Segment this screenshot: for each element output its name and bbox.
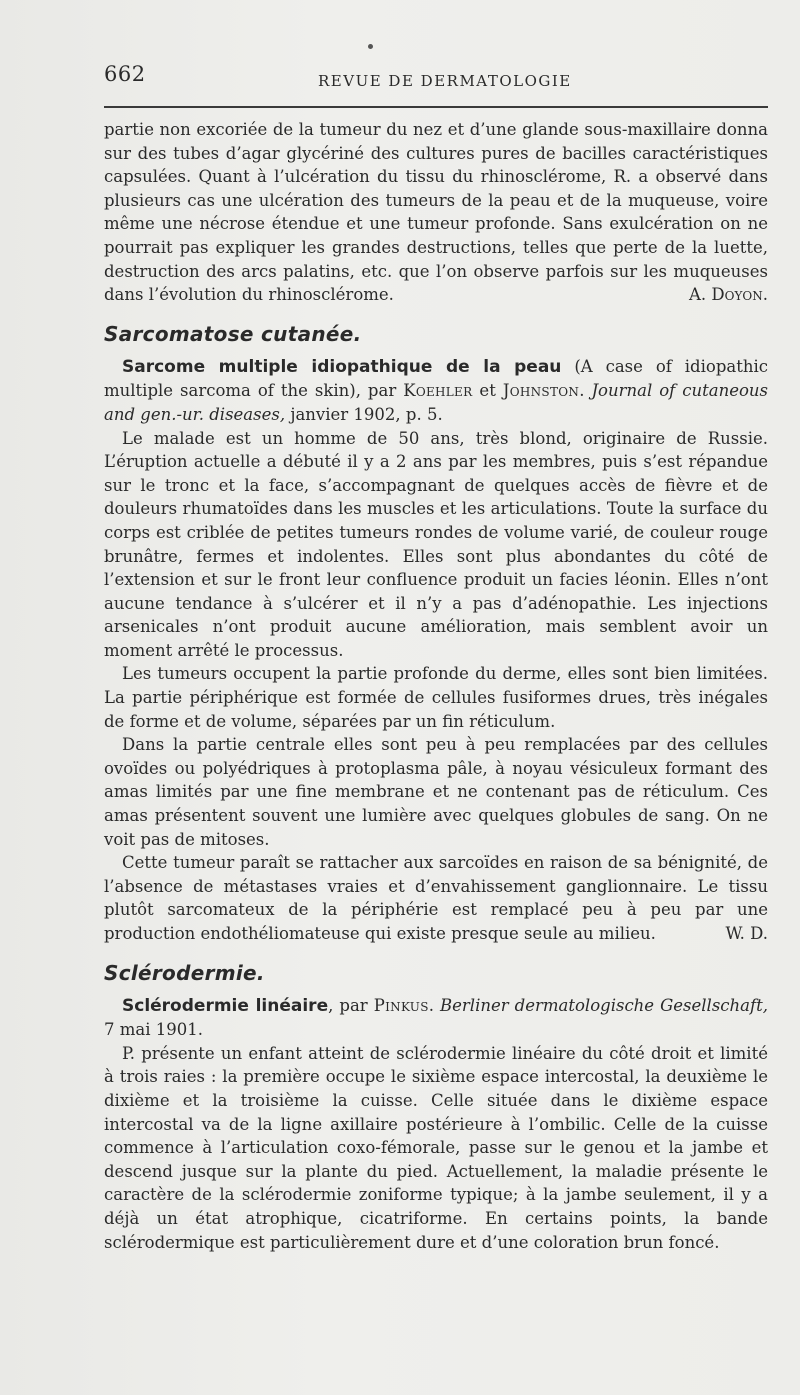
- article-reference-sarcome: [104, 355, 768, 427]
- body-paragraph: Les tumeurs occupent la partie profonde du derme, elles sont bien limitées. La partie périphérique est formée de cellules fusiformes drues, très inégales de forme et de volume, séparées par un fin réticulum.: [104, 664, 768, 731]
- page-header: [104, 62, 770, 98]
- article-title: Sarcome multiple idiopathique de la peau: [122, 356, 562, 377]
- body-paragraph-text: Cette tumeur paraît se rattacher aux sarcoïdes en raison de sa bénignité, de l’absence de métastases vraies et d’envahissement ganglionnaire. Le tissu plutôt sarcomateux de la périphérie est remplacé peu à peu par une production endothéliomateuse qui existe presque seule au milieu.: [104, 853, 768, 943]
- separator: .: [428, 995, 441, 1015]
- ink-speck: [368, 44, 373, 49]
- article-ref-text: (A case of idiopathic multiple sarcoma of the skin), par: [104, 356, 768, 401]
- intro-signature: A. Doyon.: [689, 285, 768, 305]
- journal-name: Berliner dermatologische Gesellschaft,: [440, 995, 768, 1015]
- conjunction: et: [472, 381, 503, 401]
- body-paragraph: P. présente un enfant atteint de sclérodermie linéaire du côté droit et limité à trois raies : la première occupe le sixième espace intercostal, la deuxième le dixième et la troisième la cuisse. Celle située dans le dixième espace intercostal va de la ligne axillaire postérieure à l’ombilic. Celle de la cuisse commence à l’articulation coxo-fémorale, passe sur le genou et la jambe et descend jusque sur la plante du pied. Actuellement, la maladie présente le caractère de la sclérodermie zoniforme typique; à la jambe seulement, il y a déjà un état atrophique, cicatriforme. En certains points, la bande sclérodermique est particulièrement dure et d’une coloration brun foncé.: [104, 1043, 768, 1252]
- author-name: Pinkus: [373, 995, 429, 1015]
- separator: .: [579, 381, 592, 401]
- author-name: Johnston: [502, 381, 580, 401]
- journal-name: Journal of cutaneous and gen.-ur. diseases,: [104, 381, 768, 424]
- page-number: 662: [104, 62, 146, 86]
- body-paragraph: [104, 851, 768, 945]
- author-name: Koehler: [403, 381, 473, 401]
- body-paragraph: Dans la partie centrale elles sont peu à peu remplacées par des cellules ovoïdes ou polyédriques à protoplasma pâle, à noyau vésiculeux formant des amas limités par une fine membrane et ne contenant pas de réticulum. Ces amas présentent souvent une lumière avec quelques globules de sang. On ne voit pas de mitoses.: [104, 735, 768, 849]
- article-ref-text: , par: [328, 995, 374, 1015]
- running-head: REVUE DE DERMATOLOGIE: [318, 72, 572, 90]
- intro-text: partie non excoriée de la tumeur du nez et d’une glande sous-maxillaire donna sur des tubes d’agar glycériné des cultures pures de bacilles caractéristiques capsulées. Quant à l’ulcération du tissu du rhinosclérome, R. a observé dans plusieurs cas une ulcération des tumeurs de la peau et de la muqueuse, voire même une nécrose étendue et une tumeur profonde. Sans exulcération on ne pourrait pas expliquer les grandes destructions, telles que perte de la luette, destruction des arcs palatins, etc. que l’on observe parfois sur les muqueuses dans l’évolution du rhinosclérome.: [104, 120, 768, 305]
- section-heading-sarcomatose: Sarcomatose cutanée.: [104, 321, 362, 346]
- article-date: janvier 1902, p. 5.: [285, 404, 443, 424]
- section-signature: W. D.: [725, 924, 768, 943]
- article-date: 7 mai 1901.: [104, 1020, 203, 1040]
- body-paragraph: Le malade est un homme de 50 ans, très blond, originaire de Russie. L’éruption actuelle a débuté il y a 2 ans par les membres, puis s’est répandue sur le tronc et la face, s’accompagnant de quelques accès de fièvre et de douleurs rhumatoïdes dans les muscles et les articulations. Toute la surface du corps est criblée de petites tumeurs rondes de volume varié, de couleur rouge brunâtre, fermes et indolentes. Elles sont plus abondantes du côté de l’extension et sur le front leur confluence produit un facies léonin. Elles n’ont aucune tendance à s’ulcérer et il n’y a pas d’adénopathie. Les injections arsenicales n’ont produit aucune amélioration, mais semblent avoir un moment arrêté le processus.: [104, 428, 768, 660]
- text-body: [104, 118, 768, 1254]
- section-heading-sclerodermie: Sclérodermie.: [104, 960, 265, 985]
- article-reference-sclerodermie: [104, 994, 768, 1042]
- article-title: Sclérodermie linéaire: [122, 995, 329, 1016]
- header-rule: [104, 106, 768, 108]
- intro-paragraph: [104, 118, 768, 307]
